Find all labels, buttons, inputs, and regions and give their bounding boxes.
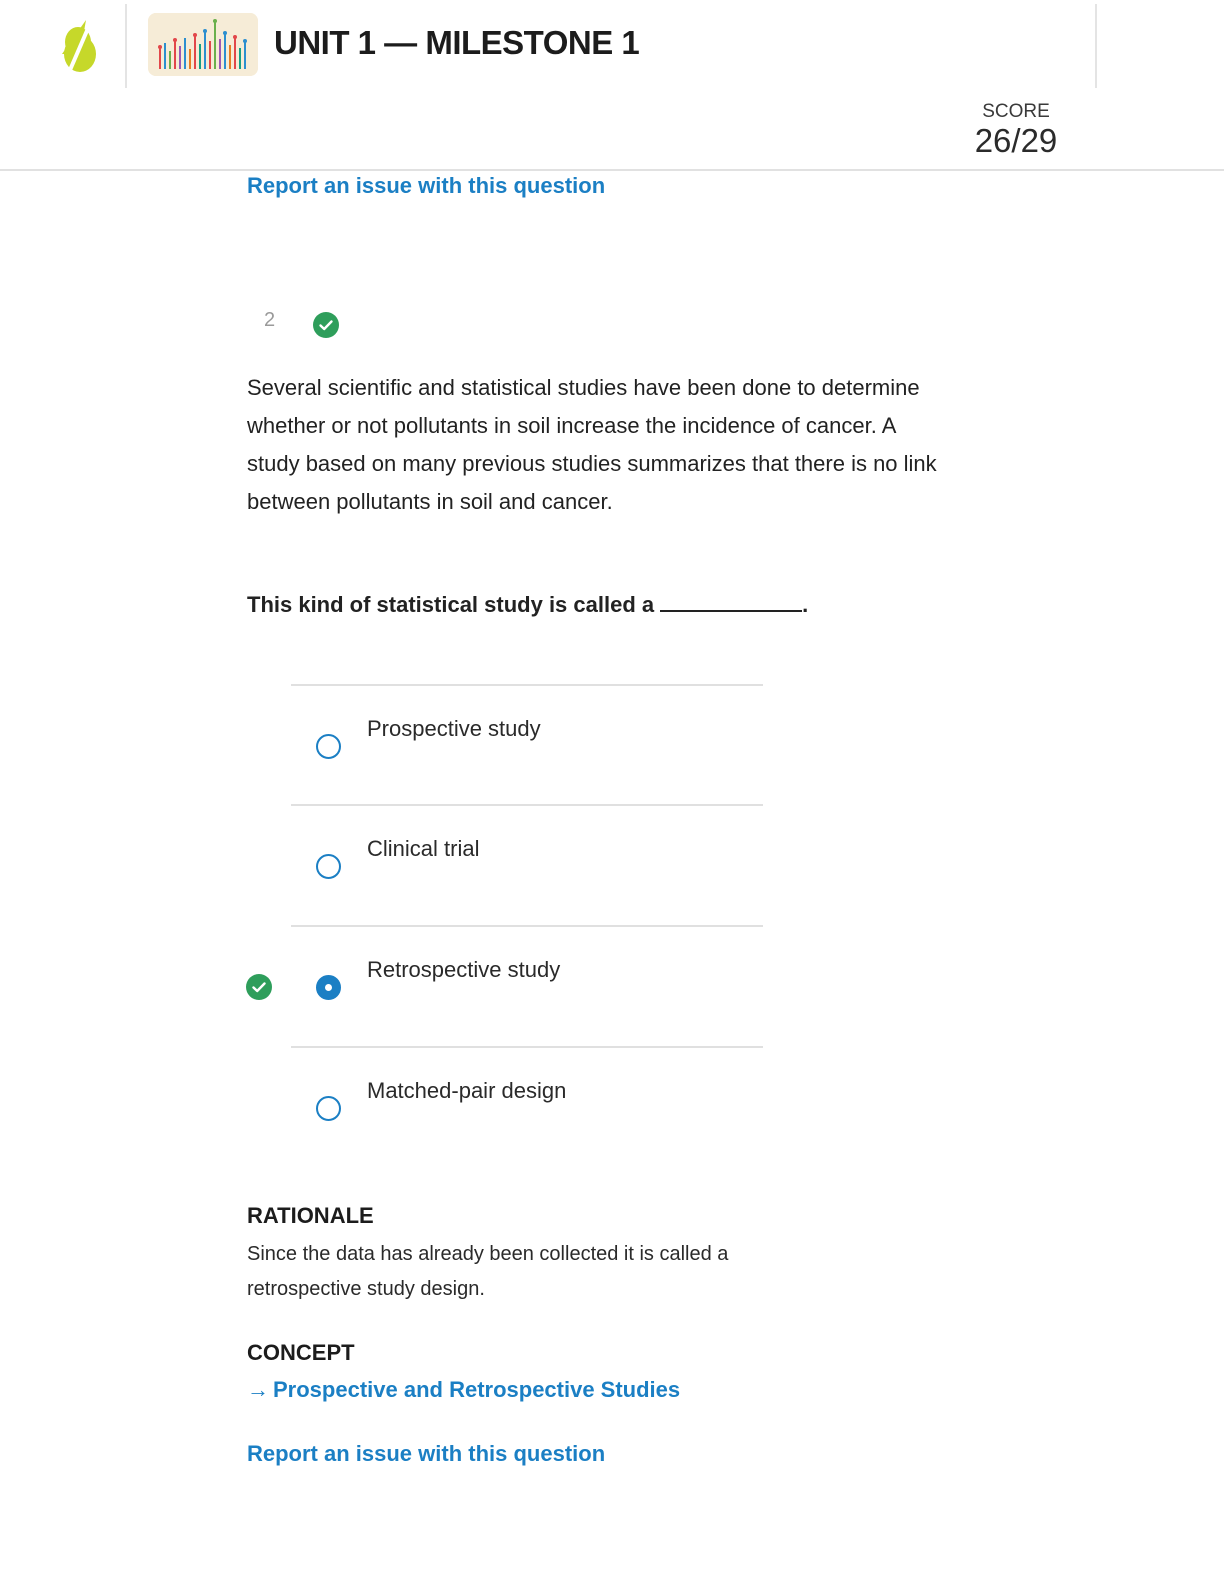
answer-blank [660,592,802,612]
correct-answer-check-icon [246,974,272,1000]
answer-option[interactable] [291,684,763,804]
concept-heading: CONCEPT [247,1340,355,1365]
radio-button[interactable] [316,734,341,759]
rationale-text: Since the data has already been collected it is called a retrospective study design. [247,1243,729,1300]
sophia-logo-icon[interactable] [56,20,104,74]
score-value: 26/29 [974,122,1058,159]
report-issue-link-top[interactable]: Report an issue with this question [247,173,606,198]
header-divider-right [1095,4,1097,88]
answer-option-label: Clinical trial [367,836,480,861]
answer-option-label: Matched-pair design [367,1078,567,1103]
concept-link[interactable] [247,1377,680,1403]
radio-button[interactable] [316,1096,341,1121]
report-issue-link-bottom[interactable]: Report an issue with this question [247,1441,606,1466]
page-title: UNIT 1 — MILESTONE 1 [274,24,640,61]
question-prompt-end: . [802,592,809,617]
question-prompt [247,592,808,618]
arrow-right-icon: → [247,1377,269,1402]
top-header [0,0,1224,171]
radio-button[interactable] [316,854,341,879]
question-text: Several scientific and statistical studies have been done to determine whether or not pollutants in soil increase the incidence of cancer. A study based on many previous studies summarizes that there is no link between pollutants in soil and cancer. [247,375,937,514]
radio-button-selected[interactable] [316,975,341,1000]
concept-link-label: Prospective and Retrospective Studies [273,1377,681,1402]
score-label: SCORE [982,101,1050,122]
check-circle-icon [313,312,339,338]
answer-option[interactable] [291,1046,763,1166]
rationale-heading: RATIONALE [247,1203,374,1228]
header-divider [125,4,127,88]
unit-thumbnail-image [148,13,258,76]
answer-option-selected[interactable] [291,925,763,1045]
answer-option-label: Prospective study [367,716,541,741]
answer-option-label: Retrospective study [367,957,561,982]
answer-option[interactable] [291,804,763,924]
question-number: 2 [264,309,276,331]
question-prompt-text: This kind of statistical study is called a [247,592,655,617]
